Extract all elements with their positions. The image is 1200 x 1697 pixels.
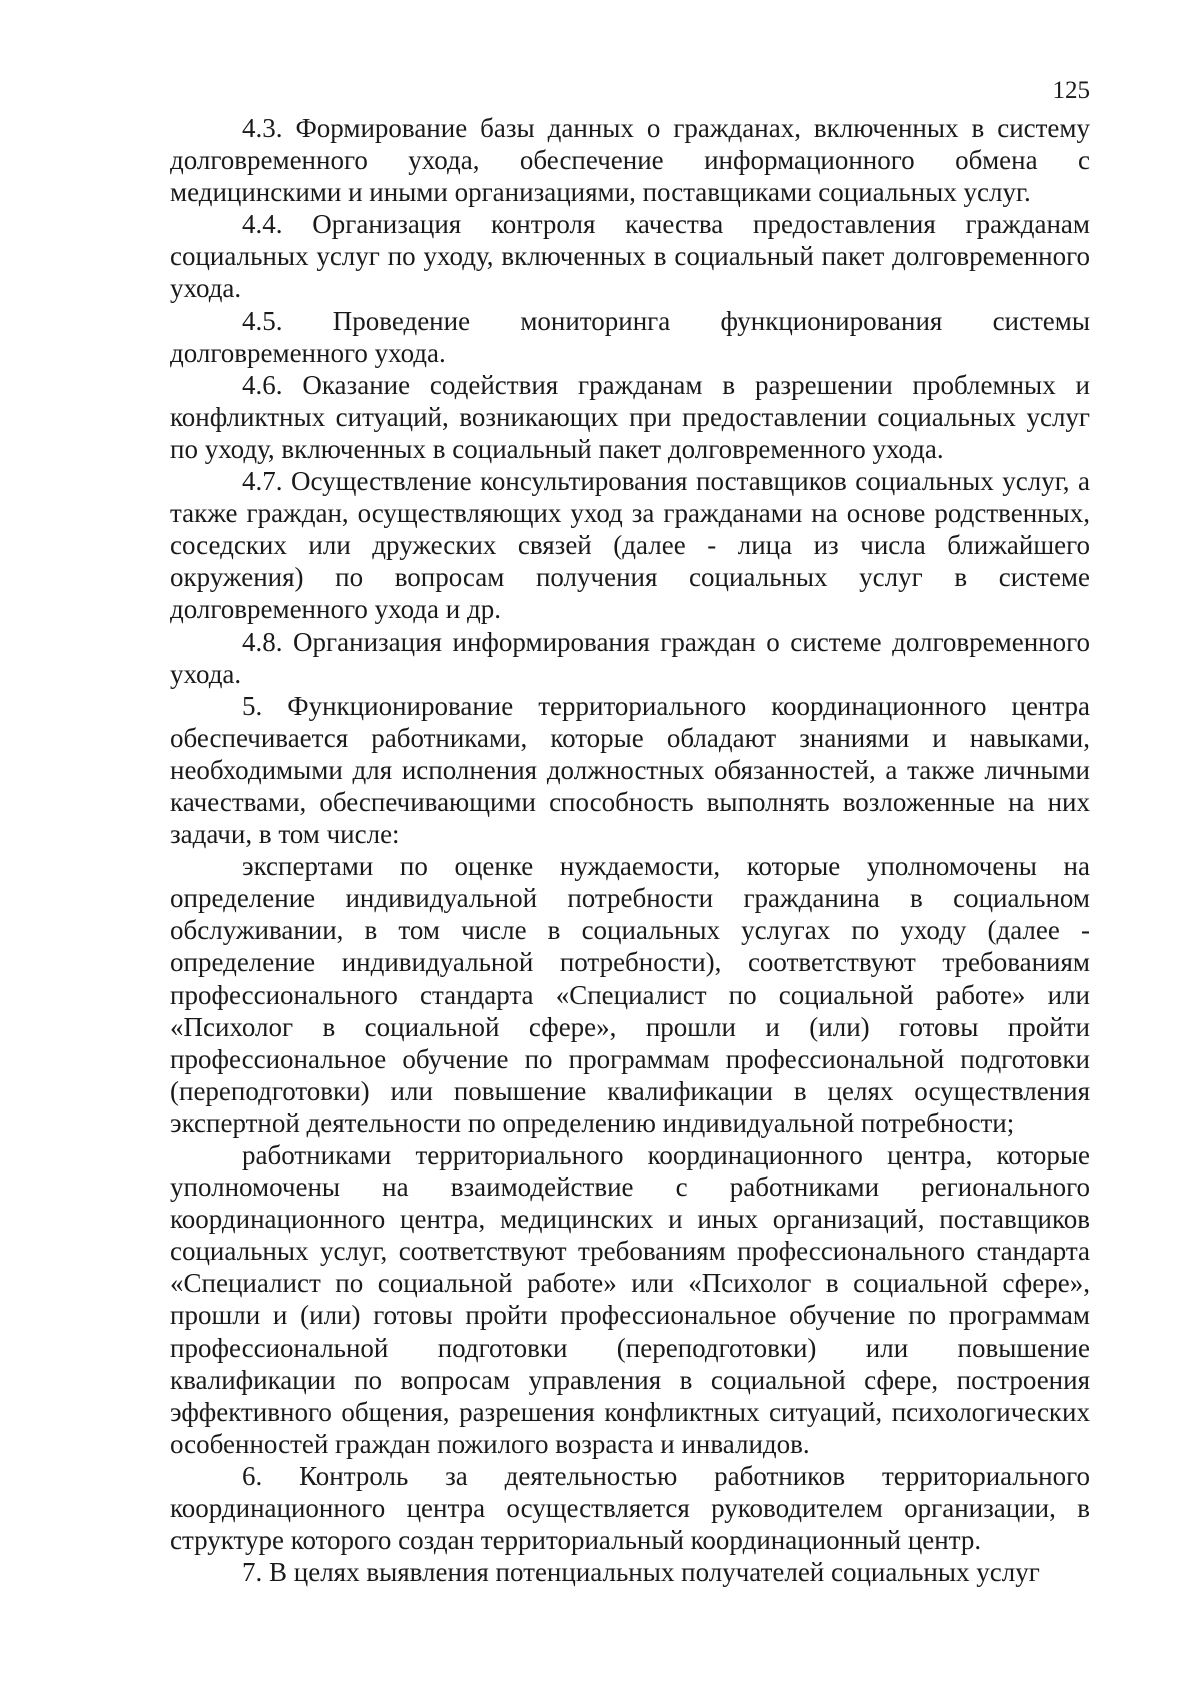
document-body (170, 112, 1090, 1588)
paragraph-7: 7. В целях выявления потенциальных получателей социальных услуг (242, 1557, 1040, 1588)
paragraph-4-5: 4.5. Проведение мониторинга функционирования системы долговременного ухода. (170, 305, 1090, 368)
paragraph-4-6: 4.6. Оказание содействия гражданам в разрешении проблемных и конфликтных ситуаций, возникающих при предоставлении социальных услуг по уходу, включенных в социальный пакет долговременного ухода. (170, 369, 1090, 464)
paragraph-experts: экспертами по оценке нуждаемости, которые уполномочены на определение индивидуальной потребности гражданина в социальном обслуживании, в том числе в социальных услугах по уходу (далее - определение индивидуальной потребности), соответствуют требованиям профессионального стандарта «Специалист по социальной работе» или «Психолог в социальной сфере», прошли и (или) готовы пройти профессиональное обучение по программам профессиональной подготовки (переподготовки) или повышение квалификации в целях осуществления экспертной деятельности по определению индивидуальной потребности; (170, 851, 1090, 1138)
paragraph-4-4: 4.4. Организация контроля качества предоставления гражданам социальных услуг по уходу, включенных в социальный пакет долговременного ухода. (170, 209, 1090, 304)
paragraph-workers: работниками территориального координационного центра, которые уполномочены на взаимодействие с работниками регионального координационного центра, медицинских и иных организаций, поставщиков социальных услуг, соответствуют требованиям профессионального стандарта «Специалист по социальной работе» или «Психолог в социальной сфере», прошли и (или) готовы пройти профессиональное обучение по программам профессиональной подготовки (переподготовки) или повышение квалификации по вопросам управления в социальной сфере, построения эффективного общения, разрешения конфликтных ситуаций, психологических особенностей граждан пожилого возраста и инвалидов. (170, 1140, 1090, 1459)
paragraph-4-3: 4.3. Формирование базы данных о гражданах, включенных в систему долговременного ухода, обеспечение информационного обмена с медицинскими и иными организациями, поставщиками социальных услуг. (170, 113, 1090, 208)
page-number: 125 (1052, 77, 1090, 104)
paragraph-5: 5. Функционирование территориального координационного центра обеспечивается работниками, которые обладают знаниями и навыками, необходимыми для исполнения должностных обязанностей, а также личными качествами, обеспечивающими способность выполнять возложенные на них задачи, в том числе: (170, 690, 1090, 850)
paragraph-4-7: 4.7. Осуществление консультирования поставщиков социальных услуг, а также граждан, осуществляющих уход за гражданами на основе родственных, соседских или дружеских связей (далее - лица из числа ближайшего окружения) по вопросам получения социальных услуг в системе долговременного ухода и др. (170, 466, 1090, 625)
paragraph-4-8: 4.8. Организация информирования граждан о системе долговременного ухода. (170, 626, 1090, 689)
paragraph-6: 6. Контроль за деятельностью работников территориального координационного центра осуществляется руководителем организации, в структуре которого создан территориальный координационный центр. (170, 1460, 1090, 1556)
